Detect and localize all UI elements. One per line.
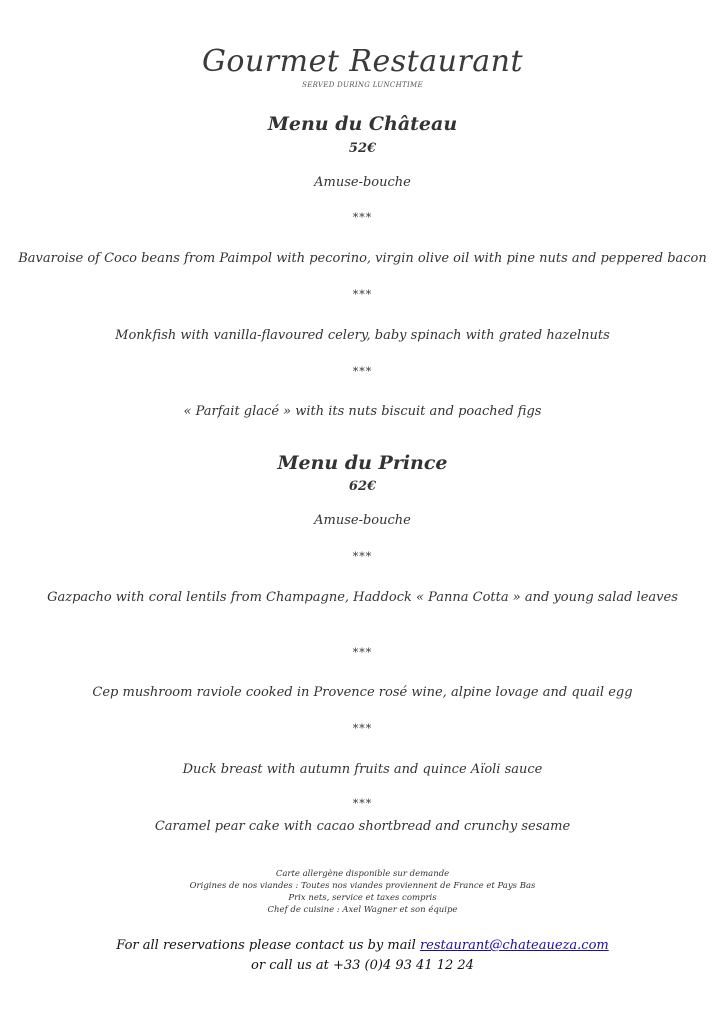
reservation-text: For all reservations please contact us by mail [116,938,416,953]
course-separator: *** [352,211,373,224]
menu-prince-price: 62€ [348,479,377,494]
course-separator: *** [352,365,373,378]
course-separator: *** [352,646,373,659]
course-separator: *** [352,288,373,301]
course-item: Caramel pear cake with cacao shortbread and crunchy sesame [154,819,571,834]
menu-chateau-price: 52€ [348,141,377,156]
course-item: Monkfish with vanilla-flavoured celery, baby spinach with grated hazelnuts [115,328,610,343]
course-separator: *** [352,722,373,735]
menu-chateau-title: Menu du Château [267,113,458,135]
course-item: Cep mushroom raviole cooked in Provence rosé wine, alpine lovage and quail egg [92,685,633,700]
course-separator: *** [352,550,373,563]
reservation-line [0,938,725,953]
phone-line: or call us at +33 (0)4 93 41 12 24 [251,958,474,973]
allergen-note: Carte allergène disponible sur demande [275,869,450,879]
course-separator: *** [352,797,373,810]
course-item: Bavaroise of Coco beans from Paimpol with pecorino, virgin olive oil with pine nuts and peppered bacon [18,251,707,266]
meat-origin-note: Origines de nos viandes : Toutes nos viandes proviennent de France et Pays Bas [189,881,536,891]
course-item: Gazpacho with coral lentils from Champagne, Haddock « Panna Cotta » and young salad leaves [47,590,678,605]
course-item: « Parfait glacé » with its nuts biscuit and poached figs [183,404,542,419]
course-item: Amuse-bouche [314,513,411,528]
restaurant-title: Gourmet Restaurant [201,44,524,79]
service-subtitle: SERVED DURING LUNCHTIME [302,81,423,89]
menu-prince-title: Menu du Prince [277,452,448,474]
chef-note: Chef de cuisine : Axel Wagner et son équipe [267,905,458,915]
course-item: Amuse-bouche [314,175,411,190]
email-link[interactable]: restaurant@chateaueza.com [419,938,609,953]
course-item: Duck breast with autumn fruits and quince Aïoli sauce [182,762,543,777]
prices-note: Prix nets, service et taxes compris [288,893,437,903]
